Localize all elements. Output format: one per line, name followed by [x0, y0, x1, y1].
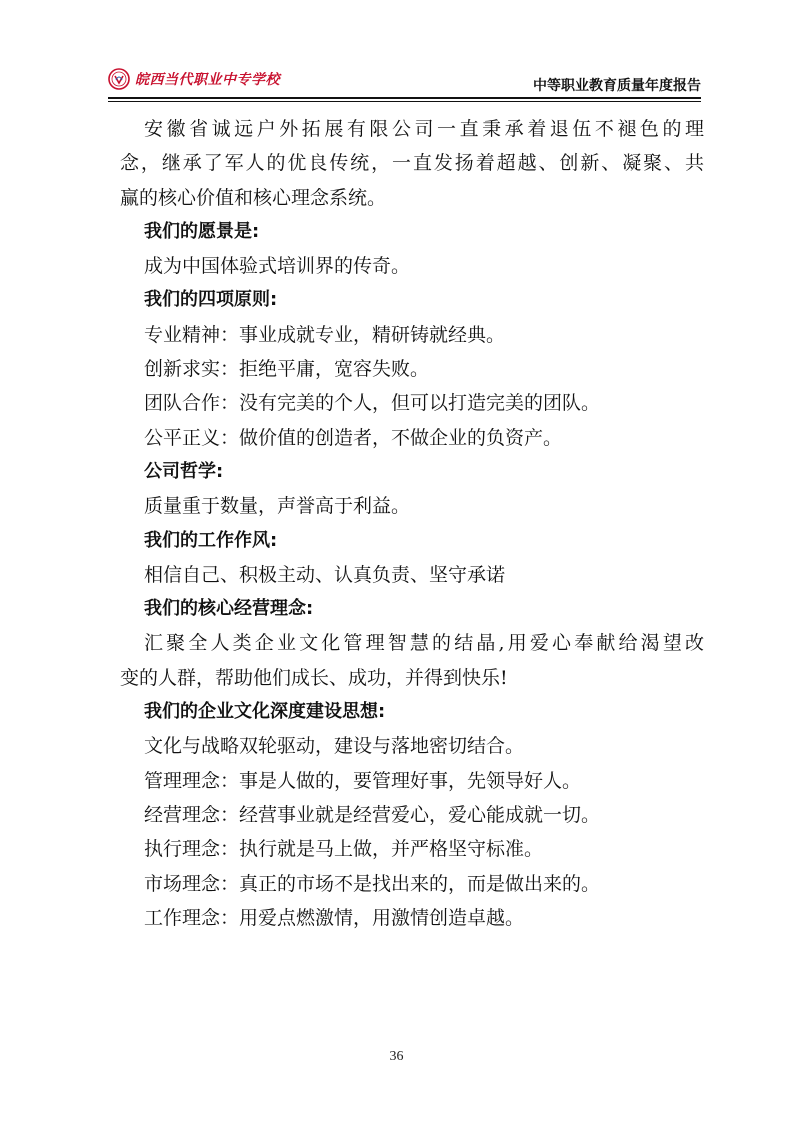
- principle-item: 公平正义：做价值的创造者，不做企业的负资产。: [144, 426, 563, 449]
- header-rule-secondary: [108, 101, 701, 102]
- philosophy-text: 质量重于数量，声誉高于利益。: [144, 495, 411, 518]
- culture-item: 市场理念：真正的市场不是找出来的，而是做出来的。: [144, 872, 601, 895]
- page-header: [0, 0, 793, 110]
- culture-item: 工作理念：用爱点燃激情，用激情创造卓越。: [144, 906, 525, 929]
- culture-item: 文化与战略双轮驱动，建设与落地密切结合。: [144, 735, 525, 758]
- work-style-heading: 我们的工作作风:: [144, 529, 278, 551]
- school-name: 皖西当代职业中专学校: [135, 72, 280, 88]
- culture-item: 管理理念：事是人做的，要管理好事，先领导好人。: [144, 769, 582, 792]
- culture-heading: 我们的企业文化深度建设思想:: [144, 701, 386, 723]
- culture-item: 经营理念：经营事业就是经营爱心，爱心能成就一切。: [144, 803, 601, 826]
- principle-item: 专业精神：事业成就专业，精研铸就经典。: [144, 323, 506, 346]
- header-rule: [108, 97, 701, 99]
- intro-line-1: 安徽省诚远户外拓展有限公司一直秉承着退伍不褪色的理: [144, 118, 704, 140]
- page-number: 36: [389, 1049, 404, 1064]
- principles-heading: 我们的四项原则:: [144, 289, 278, 311]
- school-logo: [108, 66, 348, 92]
- work-style-text: 相信自己、积极主动、认真负责、坚守承诺: [144, 563, 506, 586]
- culture-item: 执行理念：执行就是马上做，并严格坚守标准。: [144, 838, 544, 861]
- philosophy-heading: 公司哲学:: [144, 460, 224, 482]
- principle-item: 创新求实：拒绝平庸，宽容失败。: [144, 358, 430, 381]
- principle-item: 团队合作：没有完美的个人，但可以打造完美的团队。: [144, 392, 601, 415]
- core-concept-heading: 我们的核心经营理念:: [144, 598, 314, 620]
- core-concept-line-2: 变的人群，帮助他们成长、成功，并得到快乐!: [120, 666, 508, 689]
- core-concept-line-1: 汇聚全人类企业文化管理智慧的结晶,用爱心奉献给渴望改: [144, 632, 704, 655]
- vision-text: 成为中国体验式培训界的传奇。: [144, 255, 411, 278]
- page-body: [120, 112, 704, 935]
- vision-heading: 我们的愿景是:: [144, 220, 260, 242]
- school-emblem-icon: [108, 68, 130, 90]
- report-title: 中等职业教育质量年度报告: [533, 78, 701, 94]
- intro-line-2: 念，继承了军人的优良传统，一直发扬着超越、创新、凝聚、共: [120, 152, 704, 175]
- intro-line-3: 赢的核心价值和核心理念系统。: [120, 186, 387, 209]
